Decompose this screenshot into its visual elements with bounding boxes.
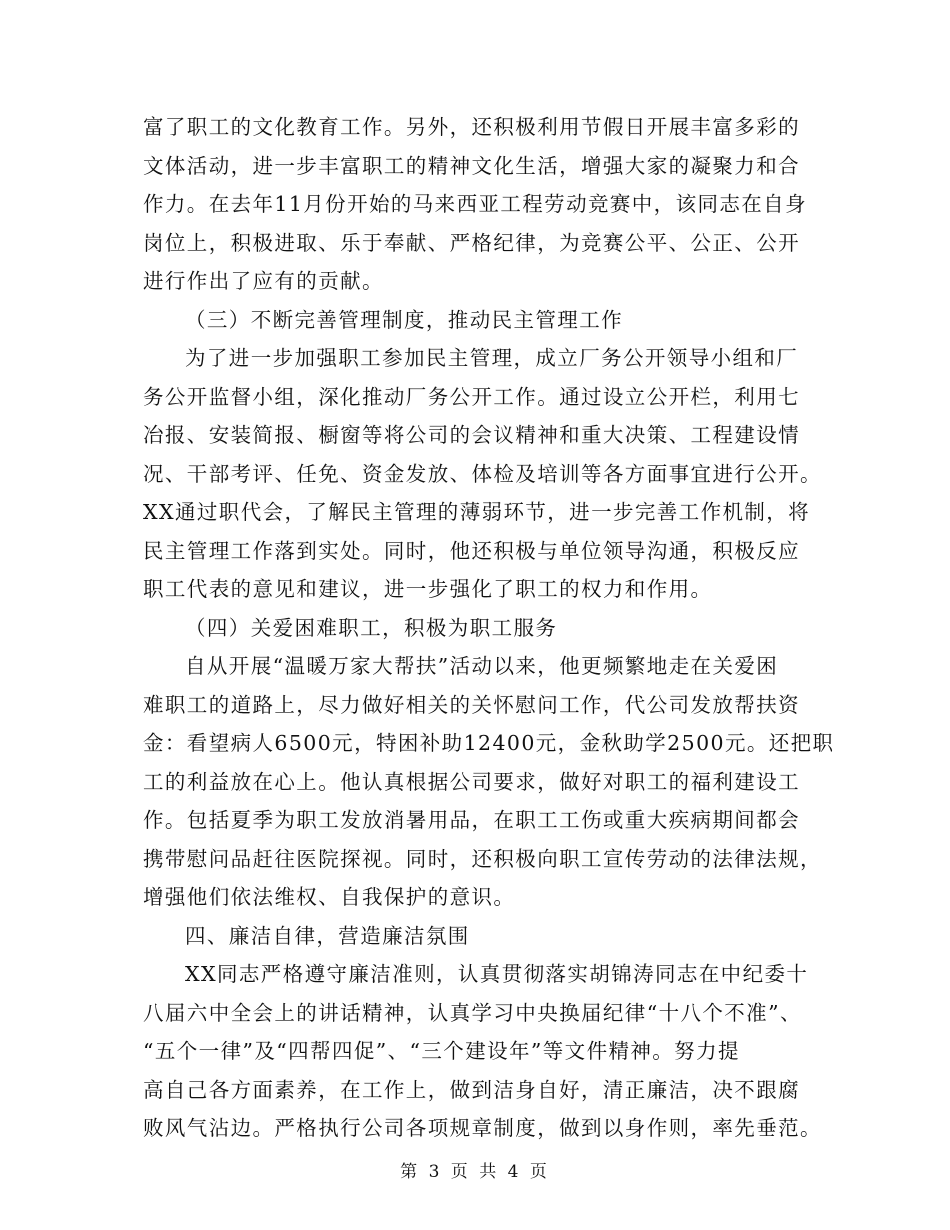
text-line: （四）关爱困难职工，积极为职工服务 [185,615,558,640]
text-line: 民主管理工作落到实处。同时，他还积极与单位领导沟通，积极反应 [143,538,800,563]
text-line: 作力。在去年11月份开始的马来西亚工程劳动竞赛中，该同志在自身 [143,192,807,216]
text-line: 作。包括夏季为职工发放消暑用品，在职工工伤或重大疾病期间都会 [143,808,800,832]
document-body [143,108,835,1148]
text-line: 为了进一步加强职工参加民主管理，成立厂务公开领导小组和厂 [185,346,799,370]
text-line: 况、干部考评、任免、资金发放、体检及培训等各方面事宜进行公开。 [143,461,822,486]
text-line: 金：看望病人6500元，特困补助12400元，金秋助学2500元。还把职 [143,731,835,755]
text-line: 富了职工的文化教育工作。另外，还积极利用节假日开展丰富多彩的 [143,115,800,139]
text-line: 增强他们依法维权、自我保护的意识。 [143,885,516,909]
text-line: “五个一律”及“四帮四促”、“三个建设年”等文件精神。努力提 [143,1039,740,1063]
text-line: （三）不断完善管理制度，推动民主管理工作 [185,307,623,332]
text-line: 岗位上，积极进取、乐于奉献、严格纪律，为竞赛公平、公正、公开 [143,230,800,255]
text-line: 高自己各方面素养，在工作上，做到洁身自好，清正廉洁，决不跟腐 [143,1077,800,1102]
text-line: XX同志严格遵守廉洁准则，认真贯彻落实胡锦涛同志在中纪委十 [185,962,809,986]
text-line: 难职工的道路上，尽力做好相关的关怀慰问工作，代公司发放帮扶资 [143,692,800,717]
text-line: 文体活动，进一步丰富职工的精神文化生活，增强大家的凝聚力和合 [143,153,800,178]
text-line: 败风气沾边。严格执行公司各项规章制度，做到以身作则，率先垂范。 [143,1116,822,1140]
text-line: 冶报、安装简报、橱窗等将公司的会议精神和重大决策、工程建设情 [143,423,800,447]
text-line: 务公开监督小组，深化推动厂务公开工作。通过设立公开栏，利用七 [143,384,800,409]
text-line: 职工代表的意见和建议，进一步强化了职工的权力和作用。 [143,577,713,601]
text-line: 进行作出了应有的贡献。 [143,269,384,293]
text-line: 四、廉洁自律，营造廉洁氛围 [185,923,470,948]
text-line: 自从开展“温暖万家大帮扶”活动以来，他更频繁地走在关爱困 [185,654,779,678]
page-number-footer: 第 3 页 共 4 页 [400,1162,550,1182]
text-line: 携带慰问品赶往医院探视。同时，还积极向职工宣传劳动的法律法规， [143,846,822,871]
text-line: 八届六中全会上的讲话精神，认真学习中央换届纪律“十八个不准”、 [143,1000,802,1025]
text-line: XX通过职代会，了解民主管理的薄弱环节，进一步完善工作机制，将 [143,500,811,524]
text-line: 工的利益放在心上。他认真根据公司要求，做好对职工的福利建设工 [143,769,800,794]
